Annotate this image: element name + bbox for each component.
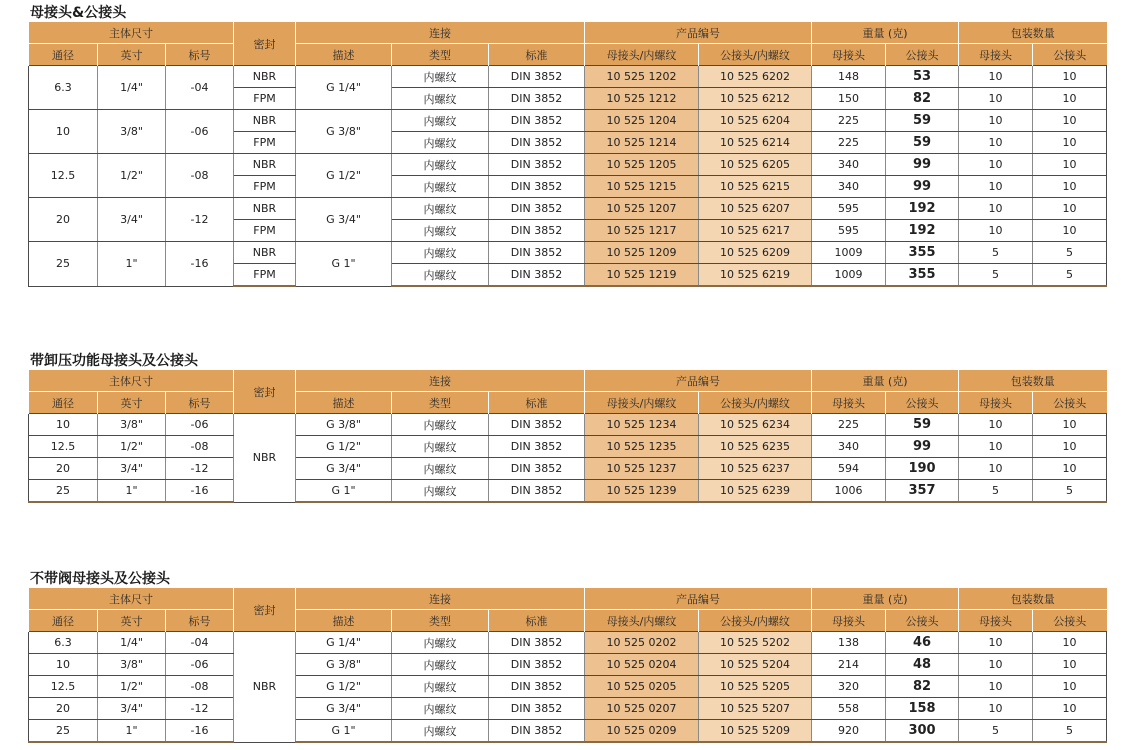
type-cell: 内螺纹: [392, 720, 489, 743]
female-part-no-cell: 10 525 1235: [585, 436, 699, 458]
dash-cell: -08: [166, 436, 234, 458]
male-part-no-cell: 10 525 6212: [699, 88, 812, 110]
male-weight-cell: 82: [886, 676, 959, 698]
male-qty-cell: 10: [1033, 198, 1107, 220]
header-male-thread: 公接头/内螺纹: [699, 610, 812, 632]
male-qty-cell: 5: [1033, 480, 1107, 503]
type-cell: 内螺纹: [392, 66, 489, 88]
dash-cell: -06: [166, 110, 234, 154]
female-weight-cell: 214: [812, 654, 886, 676]
male-weight-cell: 46: [886, 632, 959, 654]
inch-cell: 1": [98, 480, 166, 503]
female-qty-cell: 5: [959, 720, 1033, 743]
inch-cell: 1": [98, 720, 166, 743]
header-female-thread: 母接头/内螺纹: [585, 610, 699, 632]
female-weight-cell: 340: [812, 154, 886, 176]
inch-cell: 1/4": [98, 632, 166, 654]
female-part-no-cell: 10 525 0202: [585, 632, 699, 654]
male-qty-cell: 10: [1033, 66, 1107, 88]
table-row: [29, 110, 1107, 132]
type-cell: 内螺纹: [392, 88, 489, 110]
standard-cell: DIN 3852: [489, 242, 585, 264]
header-package-qty: 包装数量: [959, 370, 1107, 392]
female-part-no-cell: 10 525 0209: [585, 720, 699, 743]
header-description: 描述: [296, 610, 392, 632]
header-male-thread: 公接头/内螺纹: [699, 392, 812, 414]
table-row: [29, 414, 1107, 436]
male-weight-cell: 190: [886, 458, 959, 480]
header-body-size: 主体尺寸: [29, 22, 234, 44]
male-part-no-cell: 10 525 6217: [699, 220, 812, 242]
male-qty-cell: 10: [1033, 698, 1107, 720]
male-part-no-cell: 10 525 6202: [699, 66, 812, 88]
type-cell: 内螺纹: [392, 264, 489, 287]
type-cell: 内螺纹: [392, 132, 489, 154]
seal-cell: NBR: [234, 632, 296, 743]
female-part-no-cell: 10 525 0205: [585, 676, 699, 698]
header-weight-female: 母接头: [812, 44, 886, 66]
header-female-thread: 母接头/内螺纹: [585, 392, 699, 414]
male-part-no-cell: 10 525 6209: [699, 242, 812, 264]
male-part-no-cell: 10 525 5204: [699, 654, 812, 676]
male-part-no-cell: 10 525 6204: [699, 110, 812, 132]
section-title: 母接头&公接头: [30, 5, 127, 21]
header-inch: 英寸: [98, 44, 166, 66]
dash-cell: -12: [166, 198, 234, 242]
standard-cell: DIN 3852: [489, 176, 585, 198]
male-weight-cell: 59: [886, 132, 959, 154]
type-cell: 内螺纹: [392, 110, 489, 132]
standard-cell: DIN 3852: [489, 110, 585, 132]
dash-cell: -04: [166, 66, 234, 110]
female-part-no-cell: 10 525 1205: [585, 154, 699, 176]
male-weight-cell: 355: [886, 264, 959, 287]
female-part-no-cell: 10 525 1209: [585, 242, 699, 264]
type-cell: 内螺纹: [392, 654, 489, 676]
header-weight-male: 公接头: [886, 610, 959, 632]
male-part-no-cell: 10 525 5207: [699, 698, 812, 720]
female-weight-cell: 148: [812, 66, 886, 88]
header-package-qty: 包装数量: [959, 22, 1107, 44]
table-row: [29, 198, 1107, 220]
male-weight-cell: 82: [886, 88, 959, 110]
female-weight-cell: 1006: [812, 480, 886, 503]
seal-cell: NBR: [234, 110, 296, 132]
dash-cell: -04: [166, 632, 234, 654]
type-cell: 内螺纹: [392, 632, 489, 654]
female-part-no-cell: 10 525 1239: [585, 480, 699, 503]
type-cell: 内螺纹: [392, 242, 489, 264]
male-weight-cell: 300: [886, 720, 959, 743]
dash-cell: -12: [166, 698, 234, 720]
header-qty-male: 公接头: [1033, 392, 1107, 414]
table-row: [29, 458, 1107, 480]
header-qty-male: 公接头: [1033, 44, 1107, 66]
inch-cell: 3/4": [98, 458, 166, 480]
description-cell: G 3/4": [296, 198, 392, 242]
header-standard: 标准: [489, 392, 585, 414]
male-weight-cell: 355: [886, 242, 959, 264]
female-qty-cell: 10: [959, 414, 1033, 436]
bore-cell: 25: [29, 720, 98, 743]
female-part-no-cell: 10 525 1215: [585, 176, 699, 198]
standard-cell: DIN 3852: [489, 676, 585, 698]
male-weight-cell: 48: [886, 654, 959, 676]
seal-cell: FPM: [234, 88, 296, 110]
female-weight-cell: 920: [812, 720, 886, 743]
type-cell: 内螺纹: [392, 220, 489, 242]
male-qty-cell: 10: [1033, 654, 1107, 676]
bore-cell: 12.5: [29, 676, 98, 698]
type-cell: 内螺纹: [392, 154, 489, 176]
male-part-no-cell: 10 525 6205: [699, 154, 812, 176]
header-connection: 连接: [296, 588, 585, 610]
male-qty-cell: 10: [1033, 436, 1107, 458]
female-part-no-cell: 10 525 1204: [585, 110, 699, 132]
table-row: [29, 242, 1107, 264]
header-type: 类型: [392, 610, 489, 632]
description-cell: G 1/2": [296, 676, 392, 698]
type-cell: 内螺纹: [392, 414, 489, 436]
male-qty-cell: 10: [1033, 458, 1107, 480]
bore-cell: 6.3: [29, 66, 98, 110]
male-weight-cell: 99: [886, 176, 959, 198]
male-part-no-cell: 10 525 6207: [699, 198, 812, 220]
standard-cell: DIN 3852: [489, 264, 585, 287]
section-title: 不带阀母接头及公接头: [30, 571, 170, 587]
female-weight-cell: 595: [812, 198, 886, 220]
header-description: 描述: [296, 392, 392, 414]
header-weight-female: 母接头: [812, 392, 886, 414]
table-row: [29, 480, 1107, 503]
female-qty-cell: 10: [959, 110, 1033, 132]
type-cell: 内螺纹: [392, 436, 489, 458]
female-weight-cell: 320: [812, 676, 886, 698]
male-qty-cell: 10: [1033, 88, 1107, 110]
female-qty-cell: 10: [959, 88, 1033, 110]
type-cell: 内螺纹: [392, 198, 489, 220]
table-row: [29, 632, 1107, 654]
female-qty-cell: 10: [959, 436, 1033, 458]
inch-cell: 3/4": [98, 198, 166, 242]
bore-cell: 10: [29, 110, 98, 154]
seal-cell: NBR: [234, 242, 296, 264]
standard-cell: DIN 3852: [489, 220, 585, 242]
header-seal: 密封: [234, 22, 296, 66]
male-part-no-cell: 10 525 5202: [699, 632, 812, 654]
bore-cell: 25: [29, 480, 98, 503]
inch-cell: 1/2": [98, 436, 166, 458]
male-weight-cell: 99: [886, 154, 959, 176]
male-part-no-cell: 10 525 6214: [699, 132, 812, 154]
description-cell: G 1": [296, 720, 392, 743]
female-qty-cell: 10: [959, 458, 1033, 480]
header-type: 类型: [392, 44, 489, 66]
description-cell: G 1/2": [296, 436, 392, 458]
female-part-no-cell: 10 525 1214: [585, 132, 699, 154]
standard-cell: DIN 3852: [489, 720, 585, 743]
inch-cell: 3/8": [98, 414, 166, 436]
male-weight-cell: 59: [886, 414, 959, 436]
header-dash: 标号: [166, 44, 234, 66]
female-qty-cell: 5: [959, 480, 1033, 503]
female-weight-cell: 225: [812, 132, 886, 154]
standard-cell: DIN 3852: [489, 698, 585, 720]
bore-cell: 10: [29, 414, 98, 436]
dash-cell: -12: [166, 458, 234, 480]
header-inch: 英寸: [98, 610, 166, 632]
male-part-no-cell: 10 525 6239: [699, 480, 812, 503]
male-qty-cell: 5: [1033, 242, 1107, 264]
description-cell: G 3/4": [296, 698, 392, 720]
table-body: [29, 66, 1107, 287]
standard-cell: DIN 3852: [489, 654, 585, 676]
seal-cell: NBR: [234, 198, 296, 220]
description-cell: G 3/8": [296, 110, 392, 154]
header-part-no: 产品编号: [585, 370, 812, 392]
header-connection: 连接: [296, 370, 585, 392]
type-cell: 内螺纹: [392, 698, 489, 720]
header-qty-male: 公接头: [1033, 610, 1107, 632]
seal-cell: FPM: [234, 264, 296, 287]
female-part-no-cell: 10 525 1219: [585, 264, 699, 287]
standard-cell: DIN 3852: [489, 436, 585, 458]
male-weight-cell: 192: [886, 220, 959, 242]
female-qty-cell: 5: [959, 242, 1033, 264]
header-qty-female: 母接头: [959, 610, 1033, 632]
female-weight-cell: 225: [812, 414, 886, 436]
seal-cell: FPM: [234, 132, 296, 154]
female-qty-cell: 10: [959, 698, 1033, 720]
male-weight-cell: 53: [886, 66, 959, 88]
female-qty-cell: 10: [959, 198, 1033, 220]
female-part-no-cell: 10 525 0204: [585, 654, 699, 676]
header-body-size: 主体尺寸: [29, 370, 234, 392]
male-weight-cell: 357: [886, 480, 959, 503]
spec-table: [28, 370, 1107, 503]
description-cell: G 3/8": [296, 414, 392, 436]
male-part-no-cell: 10 525 5209: [699, 720, 812, 743]
spec-table: [28, 588, 1107, 743]
table-row: [29, 698, 1107, 720]
header-female-thread: 母接头/内螺纹: [585, 44, 699, 66]
seal-cell: NBR: [234, 154, 296, 176]
inch-cell: 1/2": [98, 154, 166, 198]
female-qty-cell: 10: [959, 220, 1033, 242]
spec-table: [28, 22, 1107, 287]
header-part-no: 产品编号: [585, 588, 812, 610]
header-male-thread: 公接头/内螺纹: [699, 44, 812, 66]
female-weight-cell: 558: [812, 698, 886, 720]
inch-cell: 1/2": [98, 676, 166, 698]
dash-cell: -08: [166, 676, 234, 698]
header-dash: 标号: [166, 610, 234, 632]
female-part-no-cell: 10 525 1202: [585, 66, 699, 88]
male-part-no-cell: 10 525 5205: [699, 676, 812, 698]
female-weight-cell: 595: [812, 220, 886, 242]
dash-cell: -06: [166, 654, 234, 676]
male-qty-cell: 10: [1033, 632, 1107, 654]
female-part-no-cell: 10 525 0207: [585, 698, 699, 720]
header-dash: 标号: [166, 392, 234, 414]
description-cell: G 1/4": [296, 66, 392, 110]
standard-cell: DIN 3852: [489, 414, 585, 436]
dash-cell: -16: [166, 720, 234, 743]
table-row: [29, 676, 1107, 698]
header-weight: 重量 (克): [812, 22, 959, 44]
female-weight-cell: 594: [812, 458, 886, 480]
inch-cell: 1": [98, 242, 166, 287]
standard-cell: DIN 3852: [489, 66, 585, 88]
inch-cell: 1/4": [98, 66, 166, 110]
type-cell: 内螺纹: [392, 458, 489, 480]
header-qty-female: 母接头: [959, 392, 1033, 414]
female-part-no-cell: 10 525 1212: [585, 88, 699, 110]
female-qty-cell: 5: [959, 264, 1033, 287]
male-part-no-cell: 10 525 6234: [699, 414, 812, 436]
male-qty-cell: 10: [1033, 154, 1107, 176]
header-part-no: 产品编号: [585, 22, 812, 44]
description-cell: G 3/4": [296, 458, 392, 480]
header-body-size: 主体尺寸: [29, 588, 234, 610]
header-seal: 密封: [234, 370, 296, 414]
female-weight-cell: 225: [812, 110, 886, 132]
female-weight-cell: 1009: [812, 242, 886, 264]
bore-cell: 20: [29, 458, 98, 480]
female-weight-cell: 1009: [812, 264, 886, 287]
standard-cell: DIN 3852: [489, 458, 585, 480]
bore-cell: 20: [29, 198, 98, 242]
standard-cell: DIN 3852: [489, 88, 585, 110]
header-description: 描述: [296, 44, 392, 66]
description-cell: G 1": [296, 242, 392, 287]
header-inch: 英寸: [98, 392, 166, 414]
header-type: 类型: [392, 392, 489, 414]
female-qty-cell: 10: [959, 654, 1033, 676]
bore-cell: 12.5: [29, 436, 98, 458]
table-row: [29, 720, 1107, 743]
female-part-no-cell: 10 525 1207: [585, 198, 699, 220]
seal-cell: FPM: [234, 220, 296, 242]
header-standard: 标准: [489, 44, 585, 66]
female-qty-cell: 10: [959, 676, 1033, 698]
bore-cell: 20: [29, 698, 98, 720]
header-weight: 重量 (克): [812, 370, 959, 392]
type-cell: 内螺纹: [392, 480, 489, 503]
table-row: [29, 436, 1107, 458]
dash-cell: -06: [166, 414, 234, 436]
female-weight-cell: 340: [812, 176, 886, 198]
bore-cell: 6.3: [29, 632, 98, 654]
table-row: [29, 154, 1107, 176]
header-seal: 密封: [234, 588, 296, 632]
header-weight-male: 公接头: [886, 392, 959, 414]
male-part-no-cell: 10 525 6235: [699, 436, 812, 458]
header-bore: 通径: [29, 392, 98, 414]
seal-cell: NBR: [234, 66, 296, 88]
female-part-no-cell: 10 525 1234: [585, 414, 699, 436]
standard-cell: DIN 3852: [489, 632, 585, 654]
table-body: [29, 414, 1107, 503]
header-qty-female: 母接头: [959, 44, 1033, 66]
header-weight-male: 公接头: [886, 44, 959, 66]
female-qty-cell: 10: [959, 632, 1033, 654]
header-bore: 通径: [29, 610, 98, 632]
table-row: [29, 66, 1107, 88]
standard-cell: DIN 3852: [489, 154, 585, 176]
table-row: [29, 654, 1107, 676]
header-weight: 重量 (克): [812, 588, 959, 610]
seal-cell: FPM: [234, 176, 296, 198]
male-qty-cell: 10: [1033, 110, 1107, 132]
bore-cell: 12.5: [29, 154, 98, 198]
female-qty-cell: 10: [959, 66, 1033, 88]
female-qty-cell: 10: [959, 176, 1033, 198]
male-qty-cell: 5: [1033, 264, 1107, 287]
type-cell: 内螺纹: [392, 676, 489, 698]
standard-cell: DIN 3852: [489, 198, 585, 220]
table-body: [29, 632, 1107, 743]
female-weight-cell: 138: [812, 632, 886, 654]
male-weight-cell: 158: [886, 698, 959, 720]
inch-cell: 3/8": [98, 110, 166, 154]
header-weight-female: 母接头: [812, 610, 886, 632]
female-part-no-cell: 10 525 1217: [585, 220, 699, 242]
female-weight-cell: 150: [812, 88, 886, 110]
dash-cell: -16: [166, 242, 234, 287]
header-bore: 通径: [29, 44, 98, 66]
male-qty-cell: 10: [1033, 414, 1107, 436]
standard-cell: DIN 3852: [489, 480, 585, 503]
section-title: 带卸压功能母接头及公接头: [30, 353, 198, 369]
bore-cell: 10: [29, 654, 98, 676]
standard-cell: DIN 3852: [489, 132, 585, 154]
female-qty-cell: 10: [959, 132, 1033, 154]
header-connection: 连接: [296, 22, 585, 44]
male-weight-cell: 59: [886, 110, 959, 132]
male-qty-cell: 10: [1033, 676, 1107, 698]
description-cell: G 1/2": [296, 154, 392, 198]
seal-cell: NBR: [234, 414, 296, 503]
female-qty-cell: 10: [959, 154, 1033, 176]
male-qty-cell: 10: [1033, 176, 1107, 198]
dash-cell: -16: [166, 480, 234, 503]
male-part-no-cell: 10 525 6219: [699, 264, 812, 287]
description-cell: G 3/8": [296, 654, 392, 676]
header-package-qty: 包装数量: [959, 588, 1107, 610]
description-cell: G 1": [296, 480, 392, 503]
inch-cell: 3/4": [98, 698, 166, 720]
male-qty-cell: 10: [1033, 132, 1107, 154]
male-weight-cell: 192: [886, 198, 959, 220]
description-cell: G 1/4": [296, 632, 392, 654]
inch-cell: 3/8": [98, 654, 166, 676]
female-part-no-cell: 10 525 1237: [585, 458, 699, 480]
header-standard: 标准: [489, 610, 585, 632]
male-part-no-cell: 10 525 6215: [699, 176, 812, 198]
male-qty-cell: 10: [1033, 220, 1107, 242]
female-weight-cell: 340: [812, 436, 886, 458]
bore-cell: 25: [29, 242, 98, 287]
male-part-no-cell: 10 525 6237: [699, 458, 812, 480]
male-weight-cell: 99: [886, 436, 959, 458]
male-qty-cell: 5: [1033, 720, 1107, 743]
type-cell: 内螺纹: [392, 176, 489, 198]
dash-cell: -08: [166, 154, 234, 198]
